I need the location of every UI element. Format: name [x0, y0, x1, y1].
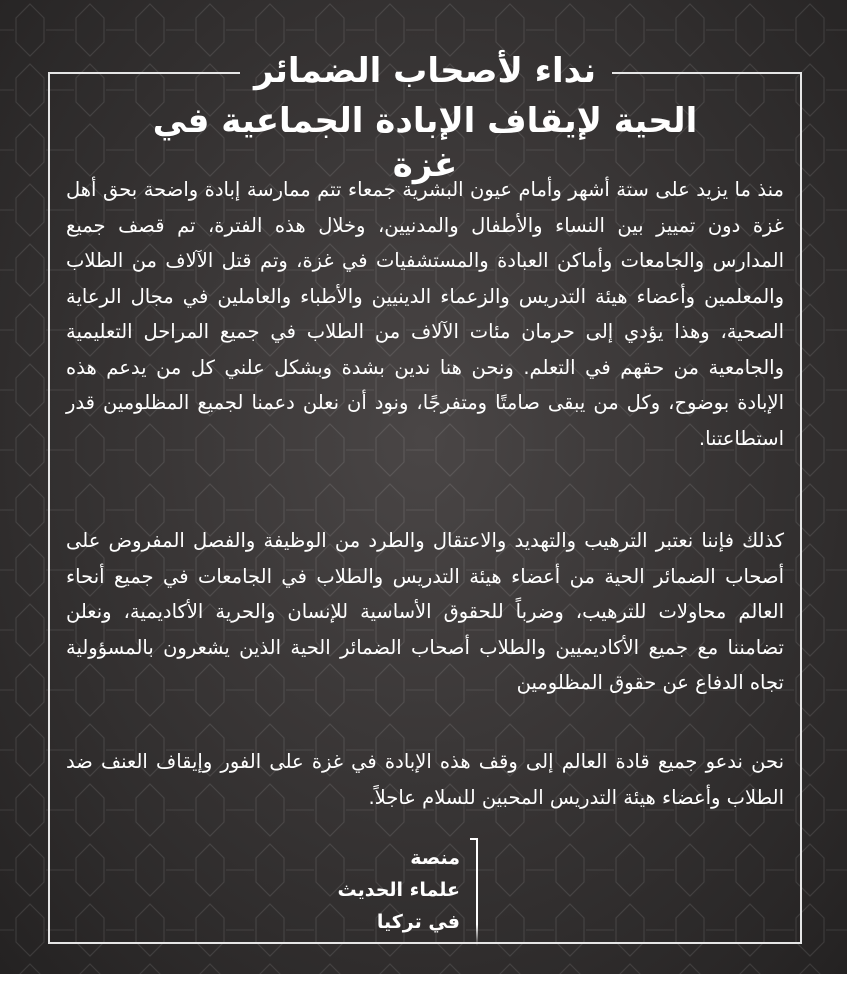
paragraph-2: كذلك فإننا نعتبر الترهيب والتهديد والاعتقال والطرد من الوظيفة والفصل المفروض على أصحاب الضمائر الحية من أعضاء هيئة التدريس والطلاب في الجامعات في جميع أنحاء العالم محاولات للترهيب، وضرباً للحقوق الأساسية للإنسان والحرية الأكاديمية، ونعلن تضامننا مع جميع الأكاديميين والطلاب أصحاب الضمائر الحية الذين يشعرون بالمسؤولية تجاه الدفاع عن حقوق المظلومين	[66, 529, 784, 694]
paragraph-3: نحن ندعو جميع قادة العالم إلى وقف هذه الإبادة في غزة على الفور وإيقاف العنف ضد الطلاب وأعضاء هيئة التدريس المحبين للسلام عاجلاً.	[66, 750, 784, 809]
title-line-2: الحية لإيقاف الإبادة الجماعية في غزة	[152, 101, 698, 185]
title-line-1: نداء لأصحاب الضمائر	[253, 51, 597, 91]
signature-line-1: منصة	[410, 847, 460, 869]
signature-block	[330, 842, 460, 938]
signature-line-3: في تركيا	[376, 911, 460, 933]
signature-line-2: علماء الحديث	[337, 879, 460, 901]
signature-divider	[476, 838, 478, 946]
paragraph-1: منذ ما يزيد على ستة أشهر وأمام عيون البشرية جمعاء تتم ممارسة إبادة واضحة بحق أهل غزة دون تمييز بين النساء والأطفال والمدنيين، وخلال هذه الفترة، تم قصف جميع المدارس والجامعات وأماكن العبادة والمستشفيات في غزة، وتم قتل الآلاف من الطلاب والمعلمين وأعضاء هيئة التدريس والزعماء الدينيين والأطباء والعاملين في مجال الرعاية الصحية، وهذا يؤدي إلى حرمان مئات الآلاف من الطلاب في جميع المراحل التعليمية والجامعية من حقهم في التعلم. ونحن هنا ندين بشدة وبشكل علني كل من يدعم هذه الإبادة بوضوح، وكل من يبقى صامتًا ومتفرجًا، ونود أن نعلن دعمنا لجميع المظلومين قدر استطاعتنا.	[66, 178, 784, 450]
signature-divider-tick	[470, 838, 478, 840]
